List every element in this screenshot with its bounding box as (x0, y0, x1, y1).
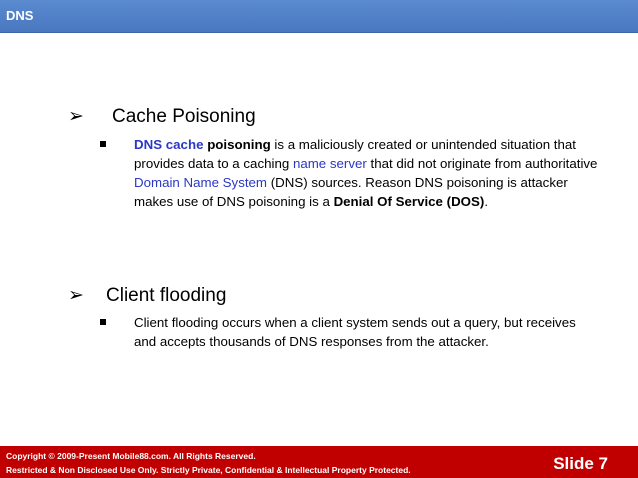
cache-poisoning-description (100, 135, 600, 211)
section-heading: Client flooding (106, 285, 227, 306)
restricted-text: Restricted & Non Disclosed Use Only. Strictly Private, Confidential & Intellectual Property Protected. (6, 465, 411, 475)
slide-number: Slide 7 (553, 454, 608, 473)
copyright-text: Copyright © 2009-Present Mobile88.com. All Rights Reserved. (6, 451, 256, 461)
section-heading: Cache Poisoning (112, 106, 256, 127)
term-denial-of-service: Denial Of Service (DOS) (333, 194, 485, 209)
footer-bar (0, 446, 638, 478)
header-bar (0, 0, 638, 33)
arrow-bullet-icon: ➢ (68, 106, 84, 127)
square-bullet-icon (100, 141, 106, 147)
link-name-server[interactable]: name server (292, 156, 367, 171)
arrow-bullet-icon: ➢ (68, 285, 84, 306)
bullet-cache-poisoning (68, 106, 468, 128)
text-segment: that did not originate from authoritative (366, 156, 598, 171)
paragraph (134, 135, 600, 211)
text-segment: is a maliciously created or unintended situation that provides data to a caching (134, 137, 576, 171)
slide-title: DNS (6, 8, 34, 23)
bullet-client-flooding (68, 285, 468, 307)
term-poisoning: poisoning (207, 137, 271, 152)
term-dns-cache[interactable]: DNS cache (134, 137, 204, 152)
link-domain-name-system[interactable]: Domain Name System (134, 175, 268, 190)
square-bullet-icon (100, 319, 106, 325)
text-segment: . (484, 194, 489, 209)
paragraph: Client flooding occurs when a client system sends out a query, but receives and accepts thousands of DNS responses from the attacker. (134, 315, 576, 349)
text-segment: (DNS) sources. Reason DNS poisoning is attacker makes use of DNS poisoning is a (134, 175, 568, 209)
client-flooding-description (100, 313, 600, 351)
